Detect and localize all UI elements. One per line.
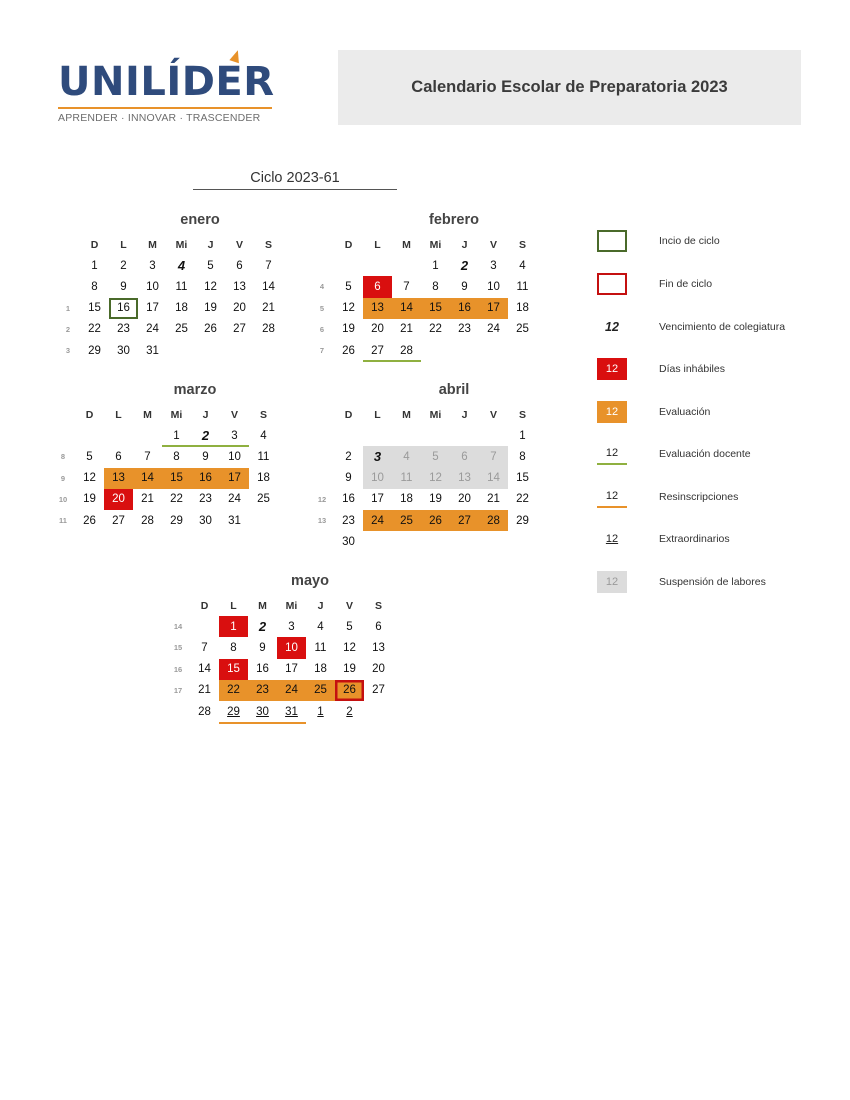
legend-label: Evaluación docente [659, 448, 751, 460]
week-number-header [310, 404, 334, 425]
week-number [51, 425, 75, 446]
week-number: 9 [60, 473, 66, 483]
day-cell: 23 [342, 514, 355, 527]
day-header: V [489, 238, 497, 251]
day-cell: 5 [345, 280, 352, 293]
day-cell: 29 [170, 514, 183, 527]
day-cell: 6 [236, 259, 243, 272]
day-header: V [345, 599, 353, 612]
day-cell [479, 340, 508, 361]
day-cell: 5 [86, 450, 93, 463]
day-cell: 22 [429, 323, 442, 336]
day-cell: 4 [177, 258, 186, 274]
legend-item-fin [597, 273, 837, 297]
week-number: 4 [319, 282, 325, 292]
day-header: D [344, 408, 353, 421]
day-header: Mi [175, 238, 188, 251]
day-cell: 26 [83, 514, 96, 527]
month-name: marzo [173, 382, 217, 398]
day-cell: 24 [363, 510, 392, 531]
day-header: S [374, 599, 382, 612]
day-header: D [85, 408, 94, 421]
day-cell: 19 [429, 493, 442, 506]
day-cell: 13 [450, 468, 479, 489]
day-cell: 20 [233, 302, 246, 315]
month-name: febrero [429, 212, 479, 228]
legend-item-reinscripciones [597, 486, 837, 510]
week-number: 8 [60, 452, 66, 462]
day-cell: 6 [115, 450, 122, 463]
day-cell: 16 [191, 468, 220, 489]
legend-label: Resinscripciones [659, 491, 739, 503]
day-cell: 30 [248, 701, 277, 722]
day-cell: 29 [88, 344, 101, 357]
day-cell: 13 [233, 280, 246, 293]
week-number-header [166, 595, 190, 616]
day-cell: 12 [204, 280, 217, 293]
day-cell: 4 [392, 446, 421, 467]
calendar-grid [166, 595, 393, 722]
day-cell [363, 531, 392, 552]
day-cell: 13 [104, 468, 133, 489]
day-cell: 18 [175, 302, 188, 315]
month-name: mayo [291, 573, 329, 589]
day-cell [392, 255, 421, 276]
day-cell: 13 [372, 641, 385, 654]
day-cell: 23 [199, 493, 212, 506]
day-header: L [374, 238, 381, 251]
day-header: Mi [170, 408, 183, 421]
day-cell: 18 [516, 302, 529, 315]
day-cell: 7 [265, 259, 272, 272]
day-cell [104, 425, 133, 446]
day-cell: 21 [141, 493, 154, 506]
day-header: L [230, 599, 237, 612]
day-cell: 28 [392, 340, 421, 361]
day-header: M [258, 599, 267, 612]
day-cell: 14 [198, 663, 211, 676]
day-cell: 5 [421, 446, 450, 467]
day-header: M [402, 238, 411, 251]
day-cell: 2 [120, 259, 127, 272]
title-box [338, 50, 801, 125]
day-cell: 14 [133, 468, 162, 489]
day-header: Mi [429, 238, 442, 251]
calendar-grid [310, 234, 537, 361]
week-number [310, 255, 334, 276]
day-cell: 12 [342, 302, 355, 315]
day-cell: 25 [392, 510, 421, 531]
day-cell: 8 [173, 450, 180, 463]
day-header: J [202, 408, 209, 421]
day-header: L [115, 408, 122, 421]
day-cell: 1 [432, 259, 439, 272]
day-cell: 2 [346, 705, 353, 718]
day-cell: 26 [204, 323, 217, 336]
day-cell: 4 [519, 259, 526, 272]
day-cell [421, 340, 450, 361]
day-cell: 22 [170, 493, 183, 506]
day-cell: 17 [220, 468, 249, 489]
day-cell: 3 [149, 259, 156, 272]
day-cell: 25 [257, 493, 270, 506]
week-number: 15 [173, 643, 183, 653]
day-cell: 7 [144, 450, 151, 463]
legend-item-suspension [597, 571, 837, 595]
day-cell [363, 255, 392, 276]
day-cell: 6 [375, 620, 382, 633]
day-header: S [518, 408, 526, 421]
logo-slogan: APRENDER · INNOVAR · TRASCENDER [58, 112, 261, 124]
day-cell: 19 [342, 323, 355, 336]
logo-wordmark: UNILÍDER [58, 59, 275, 105]
day-header: D [200, 599, 209, 612]
week-number: 13 [317, 516, 327, 526]
week-number: 7 [319, 346, 325, 356]
day-cell: 8 [519, 450, 526, 463]
day-cell: 25 [175, 323, 188, 336]
day-header: J [461, 238, 468, 251]
day-cell: 9 [461, 280, 468, 293]
day-cell: 11 [314, 641, 327, 654]
legend-item-inicio [597, 230, 837, 254]
day-cell [508, 340, 537, 361]
day-cell: 28 [141, 514, 154, 527]
week-number-header [56, 234, 80, 255]
day-cell [363, 425, 392, 446]
day-cell: 26 [342, 344, 355, 357]
week-number: 5 [319, 303, 325, 313]
day-cell: 12 [83, 472, 96, 485]
day-header: S [259, 408, 267, 421]
day-cell: 24 [487, 323, 500, 336]
day-cell: 10 [146, 280, 159, 293]
day-cell: 30 [117, 344, 130, 357]
day-header: L [120, 238, 127, 251]
day-cell: 24 [146, 323, 159, 336]
day-cell: 23 [117, 323, 130, 336]
week-number: 16 [173, 664, 183, 674]
legend-item-vencimiento [597, 316, 837, 340]
day-cell [450, 531, 479, 552]
day-cell: 16 [109, 298, 138, 319]
day-cell: 5 [346, 620, 353, 633]
day-cell: 4 [317, 620, 324, 633]
day-cell: 30 [199, 514, 212, 527]
day-cell: 29 [219, 701, 248, 722]
legend-swatch [597, 230, 627, 252]
day-cell: 7 [479, 446, 508, 467]
day-cell: 15 [219, 659, 248, 680]
day-cell [421, 531, 450, 552]
day-cell: 18 [257, 472, 270, 485]
week-number-header [51, 404, 75, 425]
day-cell [334, 425, 363, 446]
legend-item-inhabiles [597, 358, 837, 382]
day-cell: 26 [335, 680, 364, 701]
legend-swatch: 12 [597, 401, 627, 423]
day-cell: 2 [460, 258, 469, 274]
day-cell: 19 [343, 663, 356, 676]
day-cell [479, 531, 508, 552]
day-cell: 18 [400, 493, 413, 506]
legend-label: Incio de ciclo [659, 235, 720, 247]
legend-item-docente [597, 443, 837, 467]
day-cell [450, 425, 479, 446]
day-cell: 10 [363, 468, 392, 489]
week-number: 11 [59, 516, 67, 526]
week-number [310, 446, 334, 467]
day-cell: 27 [363, 340, 392, 361]
day-cell: 12 [343, 641, 356, 654]
day-cell: 14 [392, 298, 421, 319]
day-cell: 8 [432, 280, 439, 293]
day-cell: 31 [277, 701, 306, 722]
day-cell: 1 [317, 705, 324, 718]
day-cell: 31 [146, 344, 159, 357]
week-number: 1 [65, 303, 71, 313]
day-cell: 8 [91, 280, 98, 293]
day-cell: 11 [392, 468, 421, 489]
month-name: abril [438, 382, 470, 398]
day-cell: 19 [204, 302, 217, 315]
week-number [310, 468, 334, 489]
day-cell: 2 [345, 450, 352, 463]
week-number [166, 701, 190, 722]
day-cell: 15 [162, 468, 191, 489]
day-cell: 21 [487, 493, 500, 506]
week-number: 12 [317, 494, 327, 504]
day-header: L [374, 408, 381, 421]
day-cell: 16 [342, 493, 355, 506]
day-cell: 10 [228, 450, 241, 463]
page-title: Calendario Escolar de Preparatoria 2023 [411, 78, 728, 96]
day-cell: 27 [112, 514, 125, 527]
day-cell: 22 [88, 323, 101, 336]
legend-swatch: 12 [605, 533, 619, 545]
day-cell: 7 [201, 641, 208, 654]
day-cell: 31 [228, 514, 241, 527]
day-cell: 16 [256, 663, 269, 676]
week-number [56, 276, 80, 297]
legend-swatch: 12 [597, 358, 627, 380]
day-header: V [235, 238, 243, 251]
day-cell: 17 [371, 493, 384, 506]
day-cell [225, 340, 254, 361]
day-cell [392, 425, 421, 446]
day-header: J [207, 238, 214, 251]
legend-label: Evaluación [659, 406, 711, 418]
week-number-header [310, 234, 334, 255]
legend-item-evaluacion [597, 401, 837, 425]
day-cell [392, 531, 421, 552]
day-cell: 4 [260, 429, 267, 442]
day-header: Mi [429, 408, 442, 421]
day-cell [334, 255, 363, 276]
day-cell: 23 [458, 323, 471, 336]
day-cell [196, 340, 225, 361]
day-header: M [148, 238, 157, 251]
day-cell: 11 [516, 280, 529, 293]
day-header: S [264, 238, 272, 251]
day-cell: 18 [314, 663, 327, 676]
day-cell: 27 [233, 323, 246, 336]
day-cell: 17 [146, 302, 159, 315]
day-cell: 20 [458, 493, 471, 506]
day-header: M [402, 408, 411, 421]
legend-label: Días inhábiles [659, 363, 725, 375]
day-cell: 5 [207, 259, 214, 272]
day-cell: 22 [516, 493, 529, 506]
day-cell: 9 [345, 472, 352, 485]
day-cell: 24 [277, 680, 306, 701]
day-cell: 25 [306, 680, 335, 701]
day-cell: 6 [363, 276, 392, 297]
day-cell: 9 [202, 450, 209, 463]
day-cell: 9 [120, 280, 127, 293]
day-cell: 1 [219, 616, 248, 637]
day-cell: 15 [421, 298, 450, 319]
day-cell: 2 [191, 425, 220, 446]
day-cell: 15 [88, 302, 101, 315]
day-cell: 10 [277, 637, 306, 658]
day-cell [133, 425, 162, 446]
legend-label: Vencimiento de colegiatura [659, 321, 786, 333]
legend-swatch [597, 273, 627, 295]
day-cell [364, 701, 393, 722]
week-number: 14 [173, 622, 183, 632]
day-cell: 8 [230, 641, 237, 654]
day-cell [479, 425, 508, 446]
day-cell: 11 [257, 450, 270, 463]
day-header: J [461, 408, 468, 421]
day-header: S [518, 238, 526, 251]
calendar-grid [56, 234, 283, 361]
day-cell: 19 [83, 493, 96, 506]
legend-swatch: 12 [597, 571, 627, 593]
day-cell: 29 [516, 514, 529, 527]
day-header: V [489, 408, 497, 421]
week-number: 2 [65, 324, 71, 334]
day-cell: 14 [479, 468, 508, 489]
day-cell: 26 [421, 510, 450, 531]
day-cell [254, 340, 283, 361]
day-header: M [143, 408, 152, 421]
day-cell: 16 [450, 298, 479, 319]
day-cell: 27 [372, 684, 385, 697]
legend-swatch: 12 [605, 320, 619, 334]
day-cell [167, 340, 196, 361]
cycle-label: Ciclo 2023-61 [193, 170, 397, 190]
day-cell: 3 [220, 425, 249, 446]
day-cell [508, 531, 537, 552]
day-cell: 3 [288, 620, 295, 633]
day-cell [190, 616, 219, 637]
day-cell: 1 [91, 259, 98, 272]
day-cell: 7 [403, 280, 410, 293]
logo-underline [58, 107, 272, 109]
day-cell: 10 [487, 280, 500, 293]
day-cell: 21 [262, 302, 275, 315]
day-cell [75, 425, 104, 446]
day-cell: 15 [516, 472, 529, 485]
day-header: D [90, 238, 99, 251]
day-cell: 20 [371, 323, 384, 336]
day-cell: 23 [248, 680, 277, 701]
day-cell: 20 [372, 663, 385, 676]
day-cell: 3 [363, 446, 392, 467]
day-cell: 28 [479, 510, 508, 531]
week-number [56, 255, 80, 276]
legend-label: Extraordinarios [659, 533, 730, 545]
day-cell: 12 [421, 468, 450, 489]
day-cell: 28 [198, 705, 211, 718]
day-cell: 1 [162, 425, 191, 446]
calendar-grid [51, 404, 278, 531]
day-cell: 21 [400, 323, 413, 336]
legend-label: Fin de ciclo [659, 278, 713, 290]
day-cell [249, 510, 278, 531]
day-cell [421, 425, 450, 446]
day-cell: 2 [258, 619, 267, 635]
day-header: J [317, 599, 324, 612]
day-cell: 17 [285, 663, 298, 676]
day-header: V [230, 408, 238, 421]
day-cell: 28 [262, 323, 275, 336]
week-number [310, 531, 334, 552]
day-cell: 1 [519, 429, 526, 442]
day-cell: 11 [175, 280, 188, 293]
day-cell: 17 [479, 298, 508, 319]
day-cell: 30 [342, 535, 355, 548]
week-number: 3 [65, 346, 71, 356]
day-cell: 21 [198, 684, 211, 697]
day-cell: 9 [259, 641, 266, 654]
day-cell: 3 [490, 259, 497, 272]
week-number: 6 [319, 324, 325, 334]
calendar-grid [310, 404, 537, 552]
legend-swatch: 12 [597, 443, 627, 465]
week-number: 10 [58, 494, 68, 504]
legend-swatch: 12 [597, 486, 627, 508]
week-number [310, 425, 334, 446]
day-cell: 27 [450, 510, 479, 531]
day-cell: 25 [516, 323, 529, 336]
week-number: 17 [173, 685, 183, 695]
day-cell: 22 [219, 680, 248, 701]
day-header: D [344, 238, 353, 251]
month-name: enero [180, 212, 220, 228]
unilider-logo [58, 50, 278, 130]
legend-label: Suspensión de labores [659, 576, 766, 588]
day-header: Mi [285, 599, 298, 612]
legend-item-extraordinarios [597, 528, 837, 552]
day-cell [450, 340, 479, 361]
day-cell: 20 [104, 489, 133, 510]
day-cell: 24 [228, 493, 241, 506]
day-cell: 14 [262, 280, 275, 293]
day-cell: 6 [450, 446, 479, 467]
day-cell: 13 [363, 298, 392, 319]
